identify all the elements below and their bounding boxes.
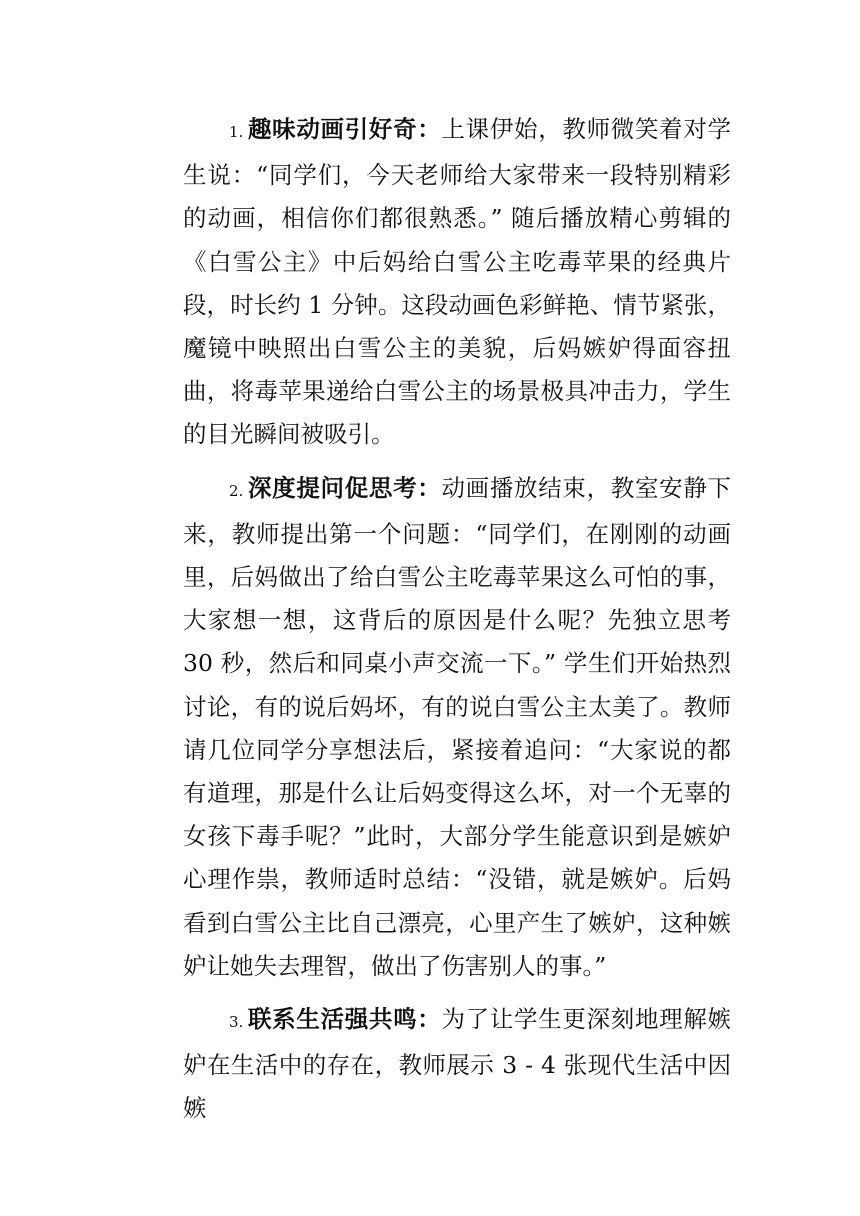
paragraph-heading: 深度提问促思考： xyxy=(247,473,442,502)
paragraph-1 xyxy=(183,108,731,457)
document-page xyxy=(183,108,731,1141)
paragraph-2 xyxy=(183,467,731,988)
paragraph-text: 动画播放结束，教室安静下来，教师提出第一个问题：“同学们，在刚刚的动画里，后妈做出了给白雪公主吃毒苹果这么可怕的事，大家想一想，这背后的原因是什么呢？先独立思考 30 秒，然后和同桌小声交流一下。” 学生们开始热烈讨论，有的说后妈坏，有的说白雪公主太美了。教师请几位同学分享想法后，紧接着追问：“大家说的都有道理，那是什么让后妈变得这么坏，对一个无辜的女孩下毒手呢？”此时，大部分学生能意识到是嫉妒心理作祟，教师适时总结：“没错，就是嫉妒。后妈看到白雪公主比自己漂亮，心里产生了嫉妒，这种嫉妒让她失去理智，做出了伤害别人的事。” xyxy=(183,473,732,980)
paragraph-heading: 趣味动画引好奇： xyxy=(247,115,442,143)
paragraph-3 xyxy=(183,998,731,1131)
paragraph-number: 1. xyxy=(229,123,244,141)
paragraph-text: 为了让学生更深刻地理解嫉妒在生活中的存在，教师展示 3 - 4 张现代生活中因嫉 xyxy=(183,1005,732,1123)
paragraph-text: 上课伊始，教师微笑着对学生说：“同学们，今天老师给大家带来一段特别精彩的动画，相信你们都很熟悉。” 随后播放精心剪辑的《白雪公主》中后妈给白雪公主吃毒苹果的经典片段，时长约 1 分钟。这段动画色彩鲜艳、情节紧张，魔镜中映照出白雪公主的美貌，后妈嫉妒得面容扭曲，将毒苹果递给白雪公主的场景极具冲击力，学生的目光瞬间被吸引。 xyxy=(183,115,732,449)
paragraph-heading: 联系生活强共鸣： xyxy=(247,1005,442,1034)
paragraph-number: 2. xyxy=(229,481,244,500)
paragraph-number: 3. xyxy=(229,1013,244,1032)
